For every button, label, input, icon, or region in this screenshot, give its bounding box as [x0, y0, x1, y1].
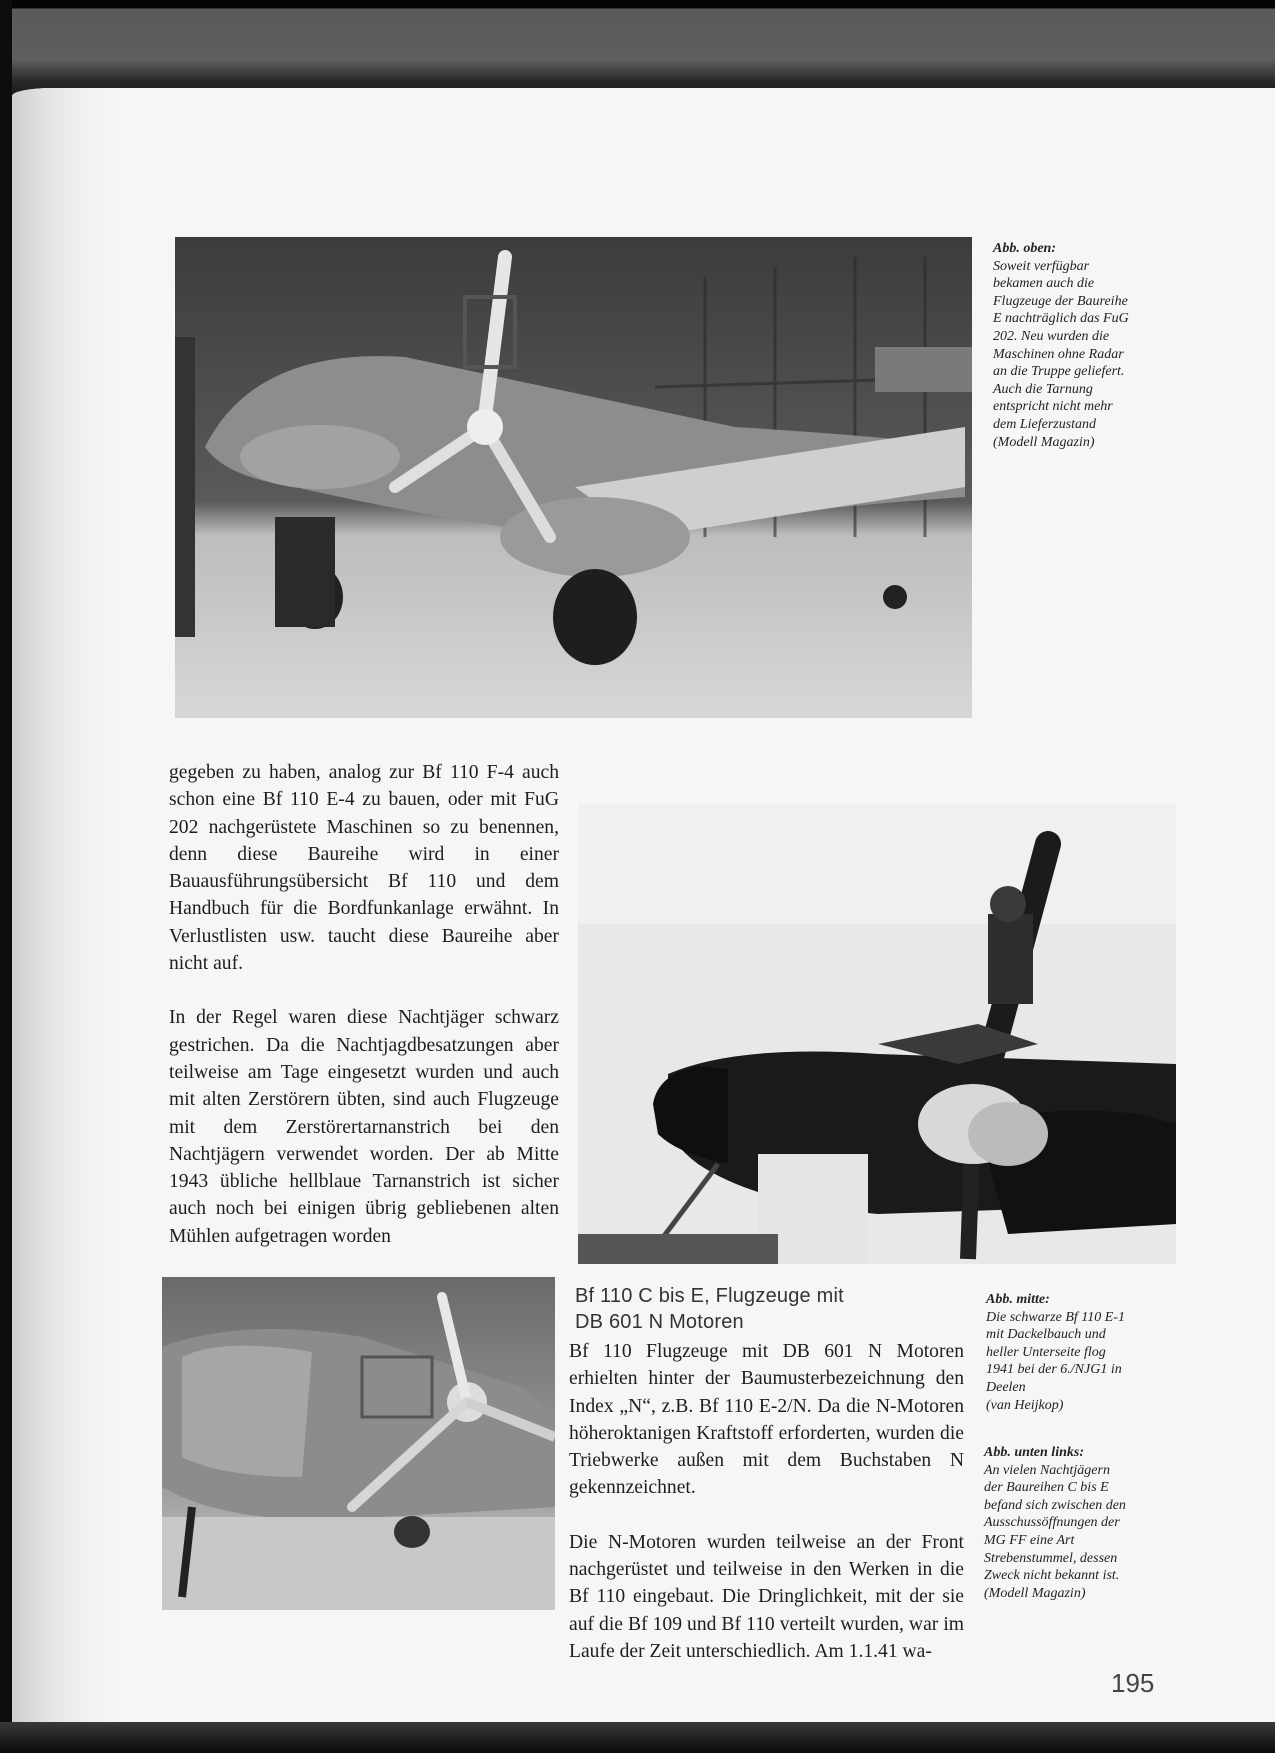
right-column-text: [569, 1338, 964, 1665]
caption-middle-line: mit Dackelbauch und: [986, 1327, 1106, 1343]
scan-left-edge: [0, 0, 12, 1753]
photo-middle: [578, 804, 1176, 1264]
caption-bottom-line: befand sich zwischen den: [984, 1497, 1126, 1513]
caption-top-line: E nachträglich das FuG: [993, 311, 1129, 327]
section-heading-line-1: Bf 110 C bis E, Flugzeuge mit: [575, 1285, 844, 1307]
caption-top-title: Abb. oben:: [993, 241, 1056, 256]
scan-bottom-edge: [0, 1722, 1275, 1753]
caption-middle-line: (van Heijkop): [986, 1397, 1064, 1413]
caption-top: [993, 240, 1193, 451]
caption-top-line: an die Truppe geliefert.: [993, 364, 1125, 380]
left-paragraph-2: In der Regel waren diese Nachtjäger schwarz gestrichen. Da die Nachtjagdbesatzungen aber teilweise am Tage eingesetzt wurden und auch mit alten Zerstörern übten, sind auch Flugzeuge mit dem Zerstörertarnanstrich bei den Nachtjägern verwendet worden. Der ab Mitte 1943 übliche hellblaue Tarnanstrich ist sicher auch noch bei einigen übrig gebliebenen alten Mühlen aufgetragen worden: [169, 1007, 559, 1247]
caption-middle: [986, 1291, 1186, 1414]
caption-top-line: dem Lieferzustand: [993, 416, 1097, 432]
section-heading: [575, 1283, 955, 1335]
caption-top-line: Flugzeuge der Baureihe: [993, 293, 1128, 309]
caption-bottom: [984, 1444, 1194, 1602]
photo-top: [175, 237, 972, 718]
caption-bottom-line: Strebenstummel, dessen: [984, 1550, 1118, 1566]
caption-middle-line: 1941 bei der 6./NJG1 in: [986, 1362, 1122, 1378]
caption-middle-line: Deelen: [986, 1379, 1026, 1395]
right-paragraph-1: Bf 110 Flugzeuge mit DB 601 N Motoren erhielten hinter der Baumusterbezeichnung den Index „N“, z.B. Bf 110 E-2/N. Da die N-Motoren höheroktanigen Kraftstoff erforderten, wurden die Triebwerke außen mit dem Buchstaben N gekennzeichnet.: [569, 1341, 964, 1499]
caption-bottom-line: (Modell Magazin): [984, 1585, 1086, 1601]
caption-middle-line: heller Unterseite flog: [986, 1344, 1106, 1360]
caption-top-line: 202. Neu wurden die: [993, 328, 1110, 344]
caption-bottom-title: Abb. unten links:: [984, 1445, 1084, 1460]
page-spine-shadow: [12, 88, 122, 1728]
photo-bottom-left: [162, 1277, 555, 1610]
caption-top-line: (Modell Magazin): [993, 434, 1095, 450]
caption-top-line: Soweit verfügbar: [993, 258, 1090, 274]
scan-top-edge: [0, 0, 1275, 100]
section-heading-line-2: DB 601 N Motoren: [575, 1311, 744, 1333]
caption-bottom-line: der Baureihen C bis E: [984, 1480, 1109, 1496]
caption-top-line: entspricht nicht mehr: [993, 399, 1113, 415]
page-number: 195: [1111, 1668, 1155, 1698]
caption-bottom-line: Ausschussöffnungen der: [984, 1515, 1120, 1531]
caption-bottom-line: Zweck nicht bekannt ist.: [984, 1568, 1120, 1584]
caption-middle-title: Abb. mitte:: [986, 1292, 1050, 1307]
caption-top-line: Maschinen ohne Radar: [993, 346, 1124, 362]
caption-middle-line: Die schwarze Bf 110 E-1: [986, 1309, 1125, 1325]
left-paragraph-1: gegeben zu haben, analog zur Bf 110 F-4 auch schon eine Bf 110 E-4 zu bauen, oder mit FuG 202 nachgerüstete Maschinen so zu benennen, denn diese Baureihe wird in einer Bauausführungsübersicht Bf 110 und dem Handbuch für die Bordfunkanlage erwähnt. In Verlustlisten usw. taucht diese Baureihe aber nicht auf.: [169, 762, 559, 975]
right-paragraph-2: Die N-Motoren wurden teilweise an der Front nachgerüstet und teilweise in den Werken in die Bf 110 eingebaut. Die Dringlichkeit, mit der sie auf die Bf 109 und Bf 110 verteilt wurden, war im Laufe der Zeit unterschiedlich. Am 1.1.41 wa-: [569, 1531, 964, 1662]
book-page: [12, 88, 1275, 1728]
left-column-text: [169, 759, 559, 1250]
caption-bottom-line: MG FF eine Art: [984, 1532, 1075, 1548]
caption-top-line: bekamen auch die: [993, 276, 1095, 292]
caption-bottom-line: An vielen Nachtjägern: [984, 1462, 1110, 1478]
caption-top-line: Auch die Tarnung: [993, 381, 1093, 397]
